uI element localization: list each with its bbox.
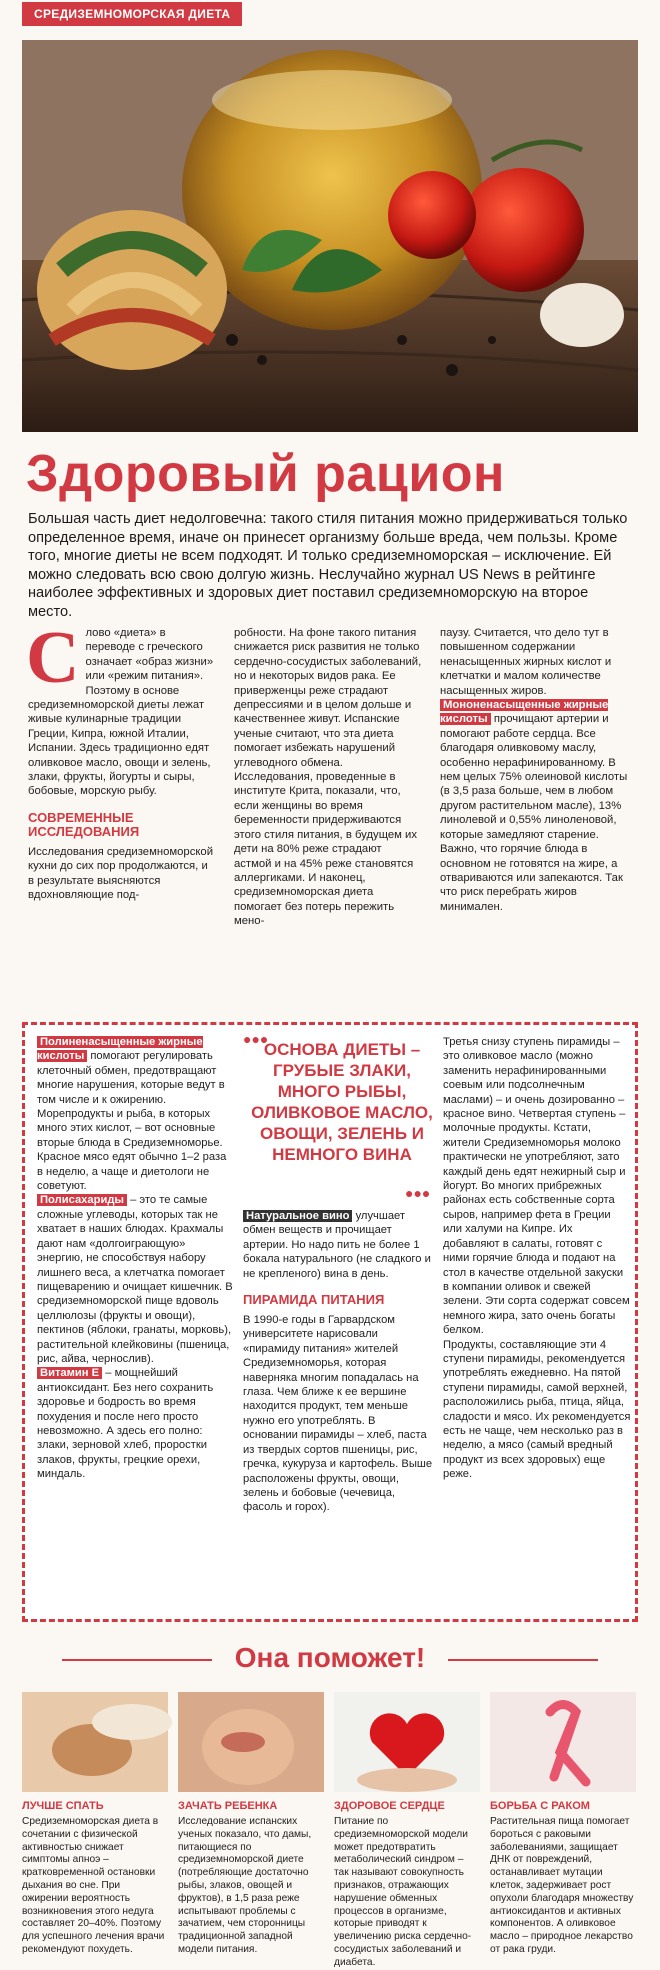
article-column-1 [26, 617, 216, 903]
polysaccharides-text: – это те самые сложные углеводы, которых так не хватает в наших блюдах. Крахмалы дают нам «долгоиграющую» энергию, не способствуя набору лишнего веса, а клетчатка помогает пищеварению и очищает кишечник. В средиземноморской пище вдоволь целлюлозы (фрукты и овощи), пектинов (яблоки, гранаты, морковь), растительной клейковины (пшеница, рис, айва, чернослив). [37, 1194, 233, 1365]
article-title: Здоровый рацион [26, 445, 505, 503]
card-title: ЛУЧШЕ СПАТЬ [22, 1800, 104, 1812]
nutrients-box [22, 1022, 638, 1622]
vitamin-e-paragraph [37, 1366, 233, 1481]
article-lead: Большая часть диет недолговечна: такого стиля питания можно придерживаться только определенное время, иначе он принесет организму больше вреда, чем пользы. Кроме того, многие диеты не всем подходят. И только средиземноморская – исключение. Ей можно следовать всю свою долгую жизнь. Неслучайно журнал US News в рейтинге наиболее эффективных и здоровых диет поставил средиземноморскую на второе место. [28, 511, 628, 620]
benefit-card-conceive [178, 1692, 324, 1957]
section-tag: СРЕДИЗЕМНОМОРСКАЯ ДИЕТА [22, 2, 242, 26]
article-column-2 [234, 626, 422, 929]
pufa-paragraph [37, 1035, 233, 1193]
pull-quote: ОСНОВА ДИЕТЫ – ГРУБЫЕ ЗЛАКИ, МНОГО РЫБЫ, ОЛИВКОВОЕ МАСЛО, ОВОЩИ, ЗЕЛЕНЬ И НЕМНОГО ВИНА [251, 1040, 433, 1164]
column-2-text: робности. На фоне такого питания снижается риск развития не только сердечно-сосудистых заболеваний, но и некоторых видов рака. Ее приверженцы реже страдают депрессиями и в целом дольше и качественнее живут. Испанские ученые считают, что эта диета помогает избежать нарушений углеводного обмена. Исследования, проведенные в институте Крита, показали, что, если женщины во время беременности придерживаются этого стиля питания, в будущем их дети на 80% реже страдают астмой и на 45% реже становятся аллергиками. И наконец, средиземноморская диета помогает без потерь пережить мено- [234, 627, 422, 928]
box-column-3 [443, 1035, 631, 1482]
divider-right [448, 1659, 598, 1661]
card-text: Средиземноморская диета в сочетании с физической активностью снижает симптомы апноэ – кратковременной остановки дыхания во сне. При ожирении вероятность возникновения этого недуга составляет 20–40%. Поэтому для успешного лечения врачи рекомендуют похудеть. [22, 1816, 165, 1955]
highlight-wine: Натуральное вино [243, 1210, 352, 1222]
card-title: ЗДОРОВОЕ СЕРДЦЕ [334, 1800, 445, 1812]
quote-dots-icon: ●●● [243, 1031, 269, 1047]
sleeping-woman-photo [22, 1692, 168, 1792]
box-column-1 [37, 1035, 233, 1482]
card-text: Растительная пища помогает бороться с раковыми заболеваниями, защищает ДНК от повреждений, останавливает мутации клеток, задерживает рост опухоли благодаря множеству антиоксидантов и активных компонентов. А оливковое масло – природное лекарство от рака груди. [490, 1816, 634, 1955]
highlight-pufa: Полиненасыщенные жирные кислоты [37, 1036, 203, 1063]
food-photo-illustration [22, 40, 638, 432]
column-3-text-2: прочищают артерии и помогают работе сердца. Все благодаря оливковому маслу, особенно нерафинированному. В нем целых 75% олеиновой кислоты (в 3,5 раза больше, чем в любом другом растительном масле), 13% линолевой и 0,55% линоленовой, которые замедляют старение. Важно, что горячие блюда в основном не готовятся на жире, а отвариваются или запекаются. Так что риск перебрать жиров минимален. [440, 713, 628, 913]
column-1-paragraph [26, 617, 216, 799]
heart-hands-photo [334, 1692, 480, 1792]
wine-text: улучшает обмен веществ и прочищает артерии. Но надо пить не более 1 бокала натурального (не сладкого и не крепленого) вина в день. [243, 1210, 431, 1280]
card-title: БОРЬБА С РАКОМ [490, 1800, 590, 1812]
card-text: Исследование испанских ученых показало, что дамы, питающиеся по средиземноморской диете (потребляющие достаточно рыбы, злаков, овощей и фруктов), в 1,5 раза реже испытывают проблемы с зачатием, чем сторонницы традиционной западной модели питания. [178, 1816, 312, 1955]
article-column-3 [440, 626, 628, 914]
benefit-card-cancer [490, 1692, 636, 1957]
column-3-text: паузу. Считается, что дело тут в повышенном содержании ненасыщенных жирных кислот и клетчатки и малом количестве насыщенных жиров. [440, 627, 612, 697]
article-body [26, 617, 634, 1006]
helps-header [22, 1640, 638, 1680]
pyramid-text-3: Продукты, составляющие эти 4 ступени пирамиды, рекомендуется употреблять ежедневно. На пятой ступени пирамиды, самой верхней, расположились рыба, птица, яйца, сладости и мясо. Их рекомендуется есть не чаще, чем несколько раз в неделю, а мясо (самый вредный продукт из всех здоровых) еще реже. [443, 1338, 631, 1481]
pregnancy-photo [178, 1692, 324, 1792]
highlight-polysaccharides: Полисахариды [37, 1194, 127, 1206]
polysaccharides-paragraph [37, 1193, 233, 1366]
card-text: Питание по средиземноморской модели может предотвратить метаболический синдром – так называют совокупность признаков, отражающих нарушение обменных процессов в организме, которые приводят к увеличению риска сердечно-сосудистых заболеваний и диабета. [334, 1816, 472, 1968]
pufa-text: помогают регулировать клеточный обмен, предотвращают многие нарушения, которые ведут в том числе и к ожирению. Морепродукты и рыба, в которых много этих кислот, – вот основные вторые блюда в Средиземноморье. Красное мясо едят обычно 1–2 раза в неделю, а чаще и диетологи не советуют. [37, 1050, 227, 1193]
highlight-mufa: Мононенасыщенные жирные кислоты [440, 699, 609, 726]
helps-title: Она поможет! [234, 1642, 426, 1673]
column-3-paragraph [440, 698, 628, 914]
column-1-text-2: Исследования средиземноморской кухни до сих пор продолжаются, и в результате выясняются вдохновляющие под- [28, 845, 214, 902]
wine-paragraph [243, 1209, 433, 1281]
vitamin-e-text: – мощнейший антиоксидант. Без него сохранить здоровье и бодрость во время похудения и после него просто невозможно. А здесь его полно: злаки, зерновой хлеб, проростки злаков, фрукты, грецкие орехи, миндаль. [37, 1367, 214, 1481]
drop-cap: С [26, 617, 80, 699]
pyramid-text: В 1990-е годы в Гарвардском университете нарисовали «пирамиду питания» жителей Средиземноморья, которая наверняка многим попадалась на глаза. Чем ближе к ее вершине находится продукт, тем меньше нужно его употреблять. В основании пирамиды – хлеб, паста из твердых сортов пшеницы, рис, гречка, кукуруза и картофель. Выше расположены фрукты, овощи, зелень и бобовые (чечевица, фасоль и горох). [243, 1314, 433, 1514]
highlight-vitamin-e: Витамин Е [37, 1367, 102, 1379]
pink-ribbon-photo [490, 1692, 636, 1792]
benefit-card-heart [334, 1692, 480, 1970]
benefit-cards [22, 1692, 638, 1968]
column-1-text: лово «диета» в переводе с греческого означает «образ жизни» или «режим питания». Поэтому в основе средиземноморской диеты лежат живые кулинарные традиции Греции, Кипра, южной Италии, Испании. Здесь традиционно едят оливковое масло, овощи и зелень, злаки, фрукты, йогурты и сыры, бобовые, морскую рыбу. [28, 627, 214, 798]
subheading-research: СОВРЕМЕННЫЕ ИССЛЕДОВАНИЯ [28, 809, 140, 839]
benefit-card-sleep [22, 1692, 168, 1957]
box-column-2 [243, 1209, 433, 1515]
hero-image [22, 40, 638, 432]
subheading-pyramid: ПИРАМИДА ПИТАНИЯ [243, 1292, 385, 1308]
card-title: ЗАЧАТЬ РЕБЕНКА [178, 1800, 278, 1812]
quote-dots-icon-2: ●●● [405, 1185, 431, 1201]
pyramid-text-2: Третья снизу ступень пирамиды – это оливковое масло (можно заменить нерафинированными соевым или подсолнечным маслами) – и очень дозированно – красное вино. Четвертая ступень – молочные продукты. Кстати, жители Средиземноморья молоко практически не употребляют, зато каждый день едят нежирный сыр и йогурт. Во многих прибрежных районах есть собственные сорта сыров, например фета в Греции или халуми на Кипре. Их добавляют в салаты, готовят с ними горячие блюда и подают на стол в качестве отдельной закуски в компании оливок и свежей зелени. Эти сорта содержат совсем немного жира, зато очень богаты белком. [443, 1036, 630, 1337]
